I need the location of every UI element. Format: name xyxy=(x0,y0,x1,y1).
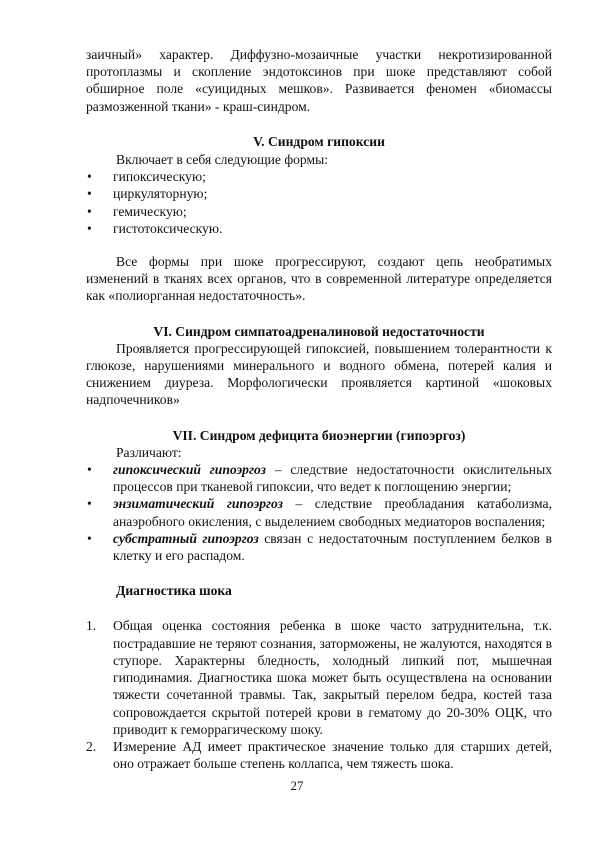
bullet-icon: • xyxy=(87,462,92,478)
bullet-icon: • xyxy=(87,496,92,512)
section-heading: VII. Синдром дефицита биоэнергии (гипоэргоз) xyxy=(172,427,466,443)
list-item: • гипоксическую; xyxy=(87,169,206,185)
section-paragraph: Все формы при шоке прогрессируют, создают цепь необратимых изменений в тканях всех органов, что в современной литературе определяется как «полиорганная недостаточность». xyxy=(86,254,552,304)
section-lead: Включает в себя следующие формы: xyxy=(116,152,329,168)
section-diagnostics xyxy=(86,582,552,772)
section-paragraph: Проявляется прогрессирующей гипоксией, повышением толерантности к глюкозе, нарушениями минерального и водного обмена, потерей калия и снижением диуреза. Морфологически проявляется картиной «шоковых надпочечников» xyxy=(86,340,552,408)
list-item: • гистотоксическую. xyxy=(87,220,223,236)
bullet-list xyxy=(86,461,552,564)
section-lead: Различают: xyxy=(116,444,182,460)
section-heading: VI. Синдром симпатоадреналиновой недостаточности xyxy=(153,323,485,339)
list-number: 2. xyxy=(86,738,97,754)
section-hypoxia xyxy=(86,133,552,305)
list-item: 2. Измерение АД имеет практическое значение только для старших детей, оно отражает больше степень коллапса, чем тяжесть шока. xyxy=(86,738,552,772)
page-number: 27 xyxy=(290,778,304,793)
page-content xyxy=(86,46,552,772)
term: гипоксический гипоэргоз xyxy=(113,462,266,478)
list-item: • гипоксический гипоэргоз – следствие недостаточности окислительных процессов при тканевой гипоксии, что ведет к поглощению энергии; xyxy=(87,462,552,495)
bullet-icon: • xyxy=(87,220,92,236)
term: энзиматический гипоэргоз xyxy=(113,496,283,512)
list-item: • гемическую; xyxy=(87,203,187,219)
numbered-list xyxy=(86,617,552,772)
list-item: • циркуляторную; xyxy=(87,186,208,202)
section-bioenergy xyxy=(86,427,552,565)
list-item: 1. Общая оценка состояния ребенка в шоке часто затруднительна, т.к. пострадавшие не теряют сознания, заторможены, не жалуются, находятся в ступоре. Характерны бледность, холодный липкий пот, мышечная гиподинамия. Диагностика шока может быть осуществлена на основании тяжести сочетанной травмы. Так, закрытый перелом бедра, костей таза сопровождается скрытой потерей крови в гематому до 20-30% ОЦК, что приводит к геморрагическому шоку. xyxy=(86,618,552,737)
bullet-icon: • xyxy=(87,203,92,219)
section-heading: V. Синдром гипоксии xyxy=(253,133,385,149)
bullet-icon: • xyxy=(87,186,92,202)
list-item: • субстратный гипоэргоз связан с недостаточным поступлением белков в клетку и его распадом. xyxy=(87,530,552,564)
bullet-icon: • xyxy=(87,169,92,185)
intro-paragraph: заичный» характер. Диффузно-мозаичные участки некротизированной протоплазмы и скопление эндотоксинов при шоке представляют собой обширное поле «суицидных мешков». Развивается феномен «биомассы размозженной ткани» - краш-синдром. xyxy=(86,47,552,114)
section-heading: Диагностика шока xyxy=(116,583,232,599)
list-item: • энзиматический гипоэргоз – следствие преобладания катаболизма, анаэробного окисления, с выделением свободных медиаторов воспаления; xyxy=(87,496,552,529)
section-sympathoadrenal xyxy=(86,323,552,409)
term: субстратный гипоэргоз xyxy=(113,530,259,546)
bullet-icon: • xyxy=(87,530,92,546)
bullet-list xyxy=(86,168,552,237)
list-number: 1. xyxy=(86,618,97,634)
